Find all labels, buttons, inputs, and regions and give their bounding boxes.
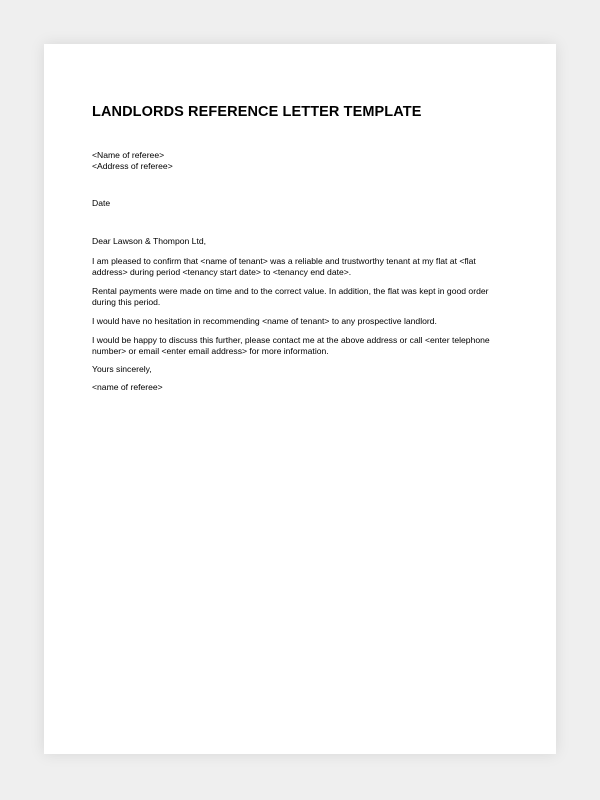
date: Date [92,198,111,208]
salutation-block [92,236,507,247]
paragraph-3-block [92,316,507,327]
referee-name: <Name of referee> [92,150,165,160]
signature: <name of referee> [92,382,163,392]
closing: Yours sincerely, [92,364,152,374]
document-title: LANDLORDS REFERENCE LETTER TEMPLATE [92,104,422,120]
date-line [92,198,507,209]
paragraph: Rental payments were made on time and to the correct value. In addition, the flat was kept in good order during this period. [92,286,489,307]
paragraph-2-block [92,286,507,307]
paragraph: I would be happy to discuss this further, please contact me at the above address or call <enter telephone number> or email <enter email address> for more information. [92,335,490,356]
referee-header [92,150,507,171]
closing-block [92,364,507,375]
letter-page [44,44,556,754]
paragraph-4-block [92,335,507,356]
paragraph-1-block [92,256,507,277]
paragraph: I would have no hesitation in recommending <name of tenant> to any prospective landlord. [92,316,437,326]
paragraph: I am pleased to confirm that <name of tenant> was a reliable and trustworthy tenant at my flat at <flat address> during period <tenancy start date> to <tenancy end date>. [92,256,476,277]
salutation: Dear Lawson & Thompon Ltd, [92,236,207,246]
signature-block [92,382,507,393]
referee-address: <Address of referee> [92,160,173,171]
